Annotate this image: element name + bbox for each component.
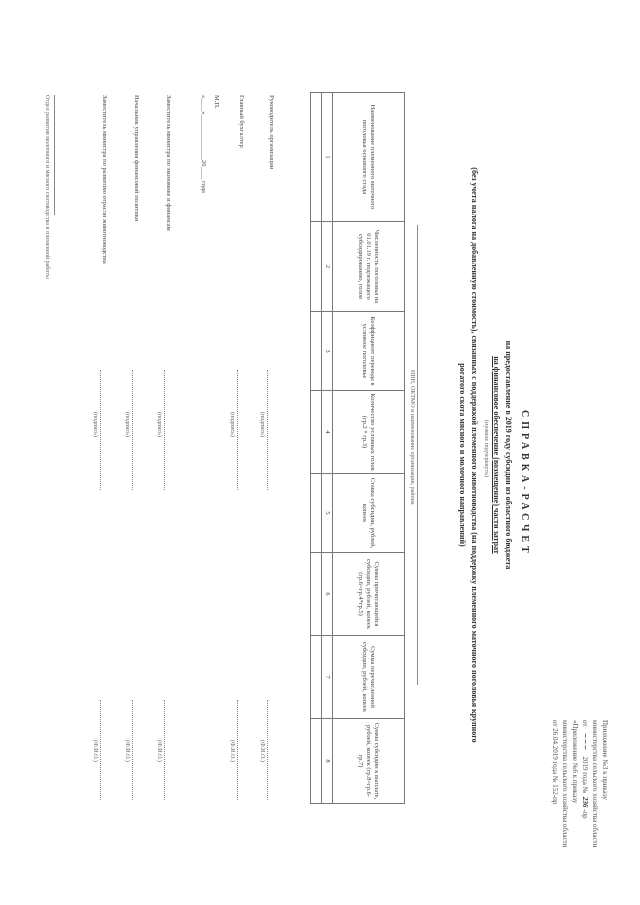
- table-header-cell: Ставка субсидии, рублей, копеек: [332, 473, 405, 553]
- table-number-cell: 1: [321, 92, 333, 222]
- executor-label: Отдел развития молочного и мясного скотоводства и племенной работы: [44, 95, 50, 279]
- appendix-note: [550, 720, 610, 847]
- head-fio-hint: (Ф.И.О.): [259, 740, 265, 762]
- footer-divider: [54, 95, 55, 215]
- head-signature-hint: (подпись): [259, 412, 265, 437]
- deputy-livestock-signature-line: [100, 370, 101, 490]
- accountant-signature-hint: (подпись): [229, 412, 235, 437]
- table-data-cell: [310, 311, 322, 391]
- org-hint: ИНН, ОКТМО и наименование организации, района: [409, 370, 415, 505]
- title-line-3: (без учета налога на добавленную стоимость), связанных с поддержкой племенного животноводства (на поддержку племенного маточного поголовья крупного: [470, 167, 479, 743]
- handwritten-number: 236: [581, 795, 589, 808]
- chief-accountant-label: Главный бухгалтер: [238, 95, 245, 148]
- org-underline: [417, 225, 418, 685]
- finance-dept-signature-line: [132, 370, 133, 490]
- document-title: СПРАВКА-РАСЧЕТ: [519, 410, 530, 557]
- table-number-cell: 8: [321, 718, 333, 804]
- deputy-finance-fio-hint: (Ф.И.О.): [156, 740, 162, 762]
- deputy-livestock-label: Заместитель министра по развитию отрасли животноводства: [101, 95, 108, 264]
- deputy-finance-fio-line: [164, 700, 165, 800]
- table-header-cell: Сумма субсидии к выплате, рублей, копеек (гр.8=гр.6-гр.7): [332, 718, 405, 804]
- table-header-cell: Сумма перечисленной субсидии, рублей, копеек: [332, 635, 405, 719]
- finance-dept-fio-hint: (Ф.И.О.): [124, 740, 130, 762]
- accountant-signature-line: [237, 370, 238, 490]
- appendix-line-date: от ~~~ 2019 года № 236 -пр: [581, 720, 589, 819]
- table-number-cell: 3: [321, 311, 333, 391]
- date-line: «____»______________20____ года: [200, 95, 207, 193]
- title-line-4: рогатого скота мясного и молочного направлений): [458, 363, 467, 547]
- deputy-livestock-fio-line: [100, 700, 101, 800]
- table-header-cell: Сумма причитающейся субсидии, рублей, копеек (гр.6=гр.4*гр.5): [332, 552, 405, 636]
- stamp-label: М.П.: [213, 95, 220, 109]
- table-header-cell: Количество условных голов (гр.2 * гр.3): [332, 390, 405, 474]
- finance-dept-signature-hint: (подпись): [124, 412, 130, 437]
- head-label: Руководитель организации: [268, 95, 275, 170]
- table-data-cell: [310, 92, 322, 222]
- appendix-line: от 26.04.2019 года № 152-пр: [551, 720, 559, 805]
- head-fio-line: [267, 700, 268, 800]
- table-data-cell: [310, 390, 322, 474]
- title-line-1: на предоставление в 2019 году субсидии из областного бюджета: [504, 340, 513, 570]
- table-header-cell: Коэффициент перевода в условное поголовье: [332, 311, 405, 391]
- table-data-cell: [310, 473, 322, 553]
- table-data-cell: [310, 718, 322, 804]
- table-number-cell: 4: [321, 390, 333, 474]
- table-header-cell: Наименование племенного маточного поголовья основного стада: [332, 92, 405, 222]
- appendix-line: Приложение №3 к приказу: [601, 720, 609, 800]
- table-number-cell: 5: [321, 473, 333, 553]
- table-number-cell: 7: [321, 635, 333, 719]
- handwritten-date: ~~~: [581, 728, 589, 755]
- deputy-livestock-signature-hint: (подпись): [92, 412, 98, 437]
- accountant-fio-hint: (Ф.И.О.): [229, 740, 235, 762]
- table-number-cell: 6: [321, 552, 333, 636]
- table-data-cell: [310, 635, 322, 719]
- finance-dept-fio-line: [132, 700, 133, 800]
- deputy-finance-signature-hint: (подпись): [156, 412, 162, 437]
- deputy-livestock-fio-hint: (Ф.И.О.): [92, 740, 98, 762]
- deputy-finance-label: Заместитель министра по экономике и финансам: [165, 95, 172, 231]
- appendix-line: министерства сельского хозяйства области: [591, 720, 599, 848]
- title-line-2-hint: (нужное подчеркнуть): [483, 420, 489, 477]
- table-data-cell: [310, 552, 322, 636]
- appendix-line: «Приложение №6 к приказу: [571, 720, 579, 804]
- head-signature-line: [267, 370, 268, 490]
- deputy-finance-signature-line: [164, 370, 165, 490]
- table-header-cell: Численность поголовья на 01.01.19 г. подлежащего субсидированию, голов: [332, 221, 405, 312]
- title-line-2: на финансовое обеспечение (возмещение) части затрат: [492, 356, 501, 554]
- accountant-fio-line: [237, 700, 238, 800]
- table-number-cell: 2: [321, 221, 333, 312]
- table-data-cell: [310, 221, 322, 312]
- appendix-line: министерства сельского хозяйства области: [561, 720, 569, 848]
- finance-dept-label: Начальник управления финансовой политики: [133, 95, 140, 222]
